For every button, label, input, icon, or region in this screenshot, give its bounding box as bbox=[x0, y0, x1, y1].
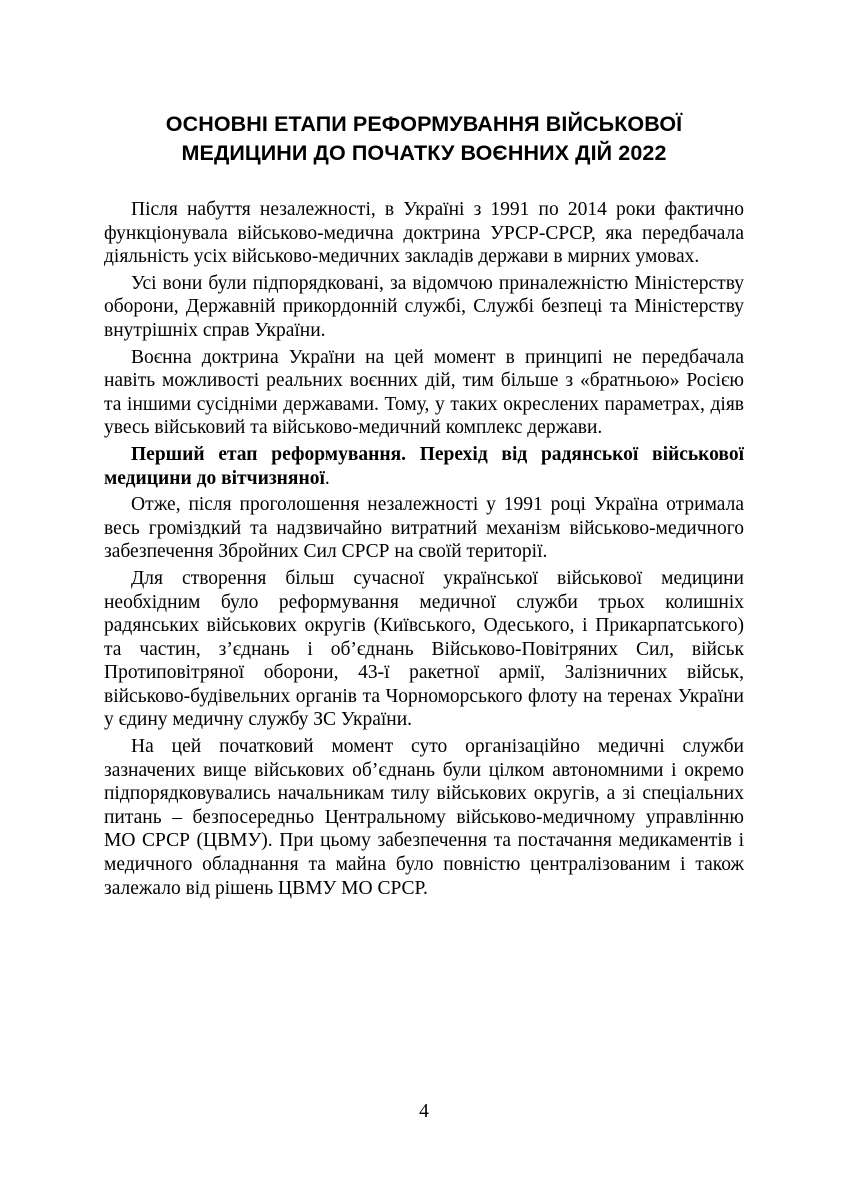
paragraph-subordination: Усі вони були підпорядковані, за відомчою приналежністю Міністерству оборони, Державній прикордонній службі, Службі безпеці та Міністерству внутрішніх справ України. bbox=[104, 272, 744, 341]
section-heading-period: . bbox=[324, 467, 330, 489]
section-heading-first-stage bbox=[104, 443, 744, 490]
paragraph-reform-necessity: Для створення більш сучасної української військової медицини необхідним було реформування медичної служби трьох колишніх радянських військових округів (Київського, Одеського, і Прикарпатського) та частин, з’єднань і об’єднань Військово-Повітряних Сил, військ Протиповітряної оборони, 43-ї ракетної армії, Залізничних військ, військово-будівельних органів та Чорноморського флоту на теренах України у єдину медичну службу ЗС України. bbox=[104, 567, 744, 731]
paragraph-inherited-mechanism: Отже, після проголошення незалежності у 1991 році Україна отримала весь громіздкий та надзвичайно витратний механізм військово-медичного забезпечення Збройних Сил СРСР на своїй території. bbox=[104, 494, 744, 563]
paragraph-military-doctrine: Воєнна доктрина України на цей момент в принципі не передбачала навіть можливості реальних воєнних дій, тим більше з «братньою» Росією та іншими сусідніми державами. Тому, у таких окреслених параметрах, діяв увесь військовий та військово-медичний комплекс держави. bbox=[104, 346, 744, 439]
page-title bbox=[104, 110, 744, 168]
section-heading-text: Перший етап реформування. Перехід від радянської військової медицини до вітчизняної bbox=[104, 443, 744, 489]
page-title-line-1: ОСНОВНІ ЕТАПИ РЕФОРМУВАННЯ ВІЙСЬКОВОЇ bbox=[165, 112, 683, 136]
document-page bbox=[104, 110, 744, 903]
page-title-line-2: МЕДИЦИНИ ДО ПОЧАТКУ ВОЄННИХ ДІЙ 2022 bbox=[181, 141, 667, 165]
paragraph-independence: Після набуття незалежності, в Україні з 1991 по 2014 роки фактично функціонувала військово-медична доктрина УРСР-СРСР, яка передбачала діяльність усіх військово-медичних закладів держави в мирних умовах. bbox=[104, 199, 744, 268]
paragraph-autonomous-services: На цей початковий момент суто організаційно медичні служби зазначених вище військових об’єднань були цілком автономними і окремо підпорядковувались начальникам тилу військових округів, а зі спеціальних питань – безпосередньо Центральному військово-медичному управлінню МО СРСР (ЦВМУ). При цьому забезпечення та постачання медикаментів і медичного обладнання та майна було повністю централізованим і також залежало від рішень ЦВМУ МО СРСР. bbox=[104, 736, 744, 899]
page-number: 4 bbox=[419, 1101, 429, 1122]
